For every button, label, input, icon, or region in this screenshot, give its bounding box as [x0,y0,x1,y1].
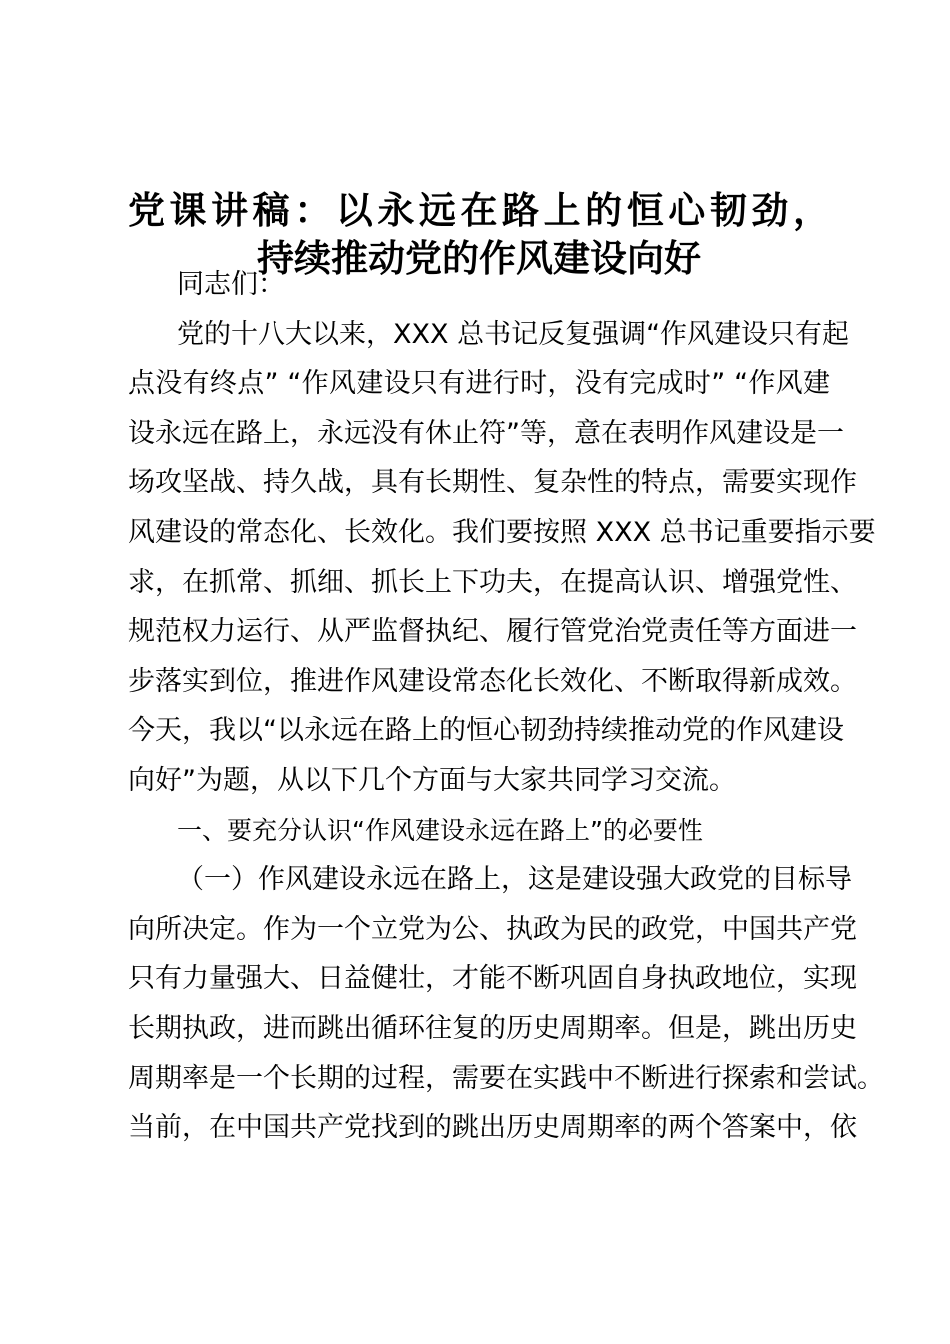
text-line: 步落实到位，推进作风建设常态化长效化、不断取得新成效。 [128,665,857,697]
document-body [128,260,884,1153]
text-line: 设永远在路上，永远没有休止符”等，意在表明作风建设是一 [128,417,844,449]
text-line: 向好”为题，从以下几个方面与大家共同学习交流。 [128,764,736,796]
text-line: 一、要充分认识“作风建设永远在路上”的必要性 [177,815,703,845]
text-line: 只有力量强大、日益健壮，才能不断巩固自身执政地位，实现 [128,963,857,995]
text-line: 长期执政，进而跳出循环往复的历史周期率。但是，跳出历史 [128,1012,857,1044]
text-line: 向所决定。作为一个立党为公、执政为民的政党，中国共产党 [128,913,857,945]
paragraph [128,855,884,1153]
text-line: 点没有终点” “作风建设只有进行时，没有完成时” “作风建 [128,368,830,400]
section-heading [128,806,830,856]
text-line: 风建设的常态化、长效化。我们要按照 XXX 总书记重要指示要 [128,516,876,548]
salutation [128,260,830,310]
text-line: 同志们： [177,269,285,300]
document-title-line-2: 持续推动党的作风建设向好 [257,236,701,280]
document-title-line-1: 党课讲稿：以永远在路上的恒心韧劲， [128,188,830,232]
text-line: 党的十八大以来，XXX 总书记反复强调“作风建设只有起 [177,318,850,350]
text-line: 场攻坚战、持久战，具有长期性、复杂性的特点，需要实现作 [128,467,857,499]
text-line: 周期率是一个长期的过程，需要在实践中不断进行探索和尝试。 [128,1062,884,1094]
text-line: 规范权力运行、从严监督执纪、履行管党治党责任等方面进一 [128,616,857,648]
text-line: 当前，在中国共产党找到的跳出历史周期率的两个答案中，依 [128,1112,857,1144]
text-line: 求，在抓常、抓细、抓长上下功夫，在提高认识、增强党性、 [128,566,857,598]
text-line: （一）作风建设永远在路上，这是建设强大政党的目标导 [177,864,852,896]
paragraph [128,310,876,806]
text-line: 今天，我以“以永远在路上的恒心韧劲持续推动党的作风建设 [128,715,844,747]
